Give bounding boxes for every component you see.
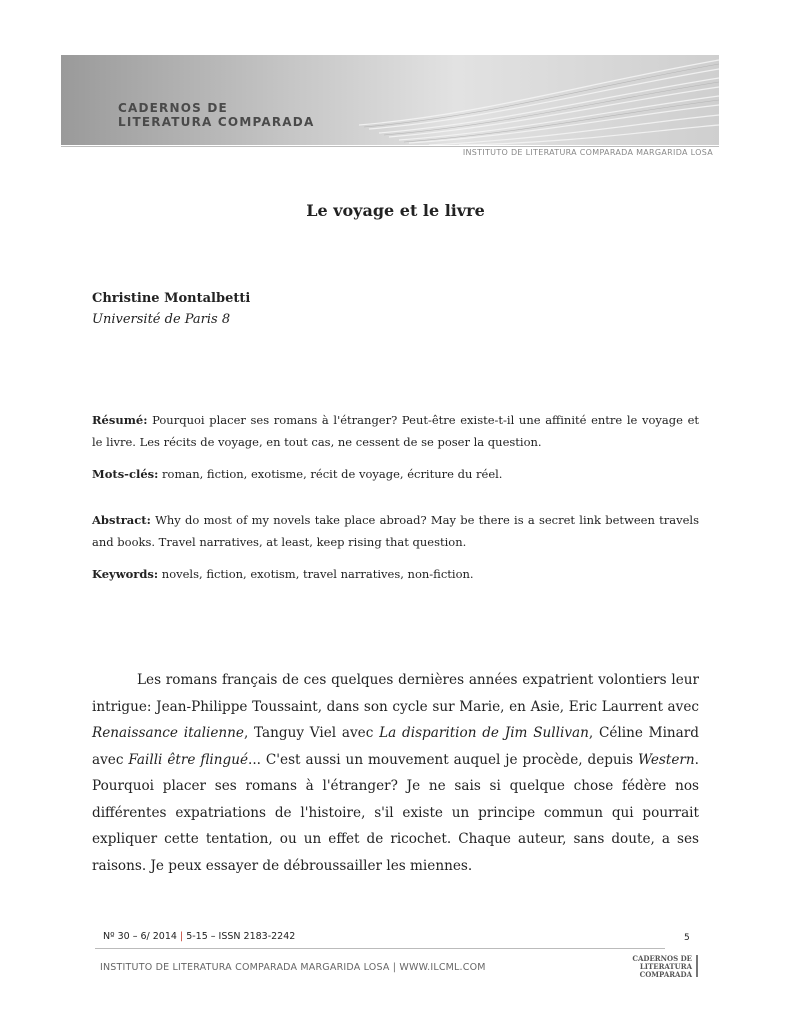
author-name: Christine Montalbetti (92, 291, 251, 306)
author-affiliation: Université de Paris 8 (92, 312, 231, 327)
footer-journal-logo: CADERNOS DE LITERATURA COMPARADA (612, 955, 698, 977)
book-pages-graphic (359, 55, 719, 145)
book-title-2: La disparition de Jim Sullivan (379, 725, 589, 741)
book-title-1: Renaissance italienne (92, 725, 244, 741)
header-banner (61, 55, 719, 145)
resume-block (92, 409, 699, 453)
header-rule (61, 146, 719, 147)
book-title-3: Failli être flingué (128, 751, 248, 768)
mots-cles-text: roman, fiction, exotisme, récit de voyage, écriture du réel. (162, 467, 503, 481)
body-paragraph (92, 667, 699, 879)
resume-text: Pourquoi placer ses romans à l'étranger? Peut-être existe-t-il une affinité entre le voyage et le livre. Les récits de voyage, en tout cas, ne cessent de se poser la question. (92, 413, 700, 449)
body-text-2: , Tanguy Viel avec (243, 725, 380, 741)
footer-rule (95, 948, 665, 949)
citation-issue: Nº 30 – 6/ 2014 (103, 931, 177, 942)
article-title: Le voyage et le livre (306, 201, 485, 220)
footer-citation (103, 931, 295, 942)
resume-label: Résumé: (92, 413, 148, 427)
abstract-text: Why do most of my novels take place abroad? May be there is a secret link between travels and books. Travel narratives, at least, keep rising that question. (92, 513, 699, 549)
mots-cles-label: Mots-clés: (92, 467, 159, 481)
keywords-text: novels, fiction, exotism, travel narratives, non-fiction. (161, 567, 474, 581)
body-text-3: , Céline Minard avec (92, 725, 699, 768)
citation-separator: | (179, 931, 184, 942)
footer-institute: INSTITUTO DE LITERATURA COMPARADA MARGARIDA LOSA | WWW.ILCML.COM (100, 962, 486, 973)
keywords-block (92, 563, 699, 585)
header-institute: INSTITUTO DE LITERATURA COMPARADA MARGARIDA LOSA (462, 148, 713, 157)
abstract-block (92, 509, 699, 553)
page-number: 5 (684, 933, 690, 943)
mots-cles-block (92, 463, 699, 485)
journal-name: CADERNOS DE LITERATURA COMPARADA (118, 101, 315, 129)
body-text-1: Les romans français de ces quelques dernières années expatrient volontiers leur intrigue: Jean-Philippe Toussaint, dans son cycle sur Marie, en Asie, Eric Laurrent avec (92, 672, 699, 715)
body-text-5: . Pourquoi placer ses romans à l'étranger? Je ne sais si quelque chose fédère nos différentes expatriations de l'histoire, s'il existe un principe commun qui pourrait expliquer cette tentation, ou un effet de ricochet. Chaque auteur, sans doute, a ses raisons. Je peux essayer de débroussailler les miennes. (92, 751, 699, 874)
book-title-4: Western (638, 751, 695, 768)
keywords-label: Keywords: (92, 567, 159, 581)
abstract-label: Abstract: (92, 513, 151, 527)
citation-pages-issn: 5-15 – ISSN 2183-2242 (186, 931, 296, 942)
body-text-4: ... C'est aussi un mouvement auquel je procède, depuis (248, 751, 639, 768)
